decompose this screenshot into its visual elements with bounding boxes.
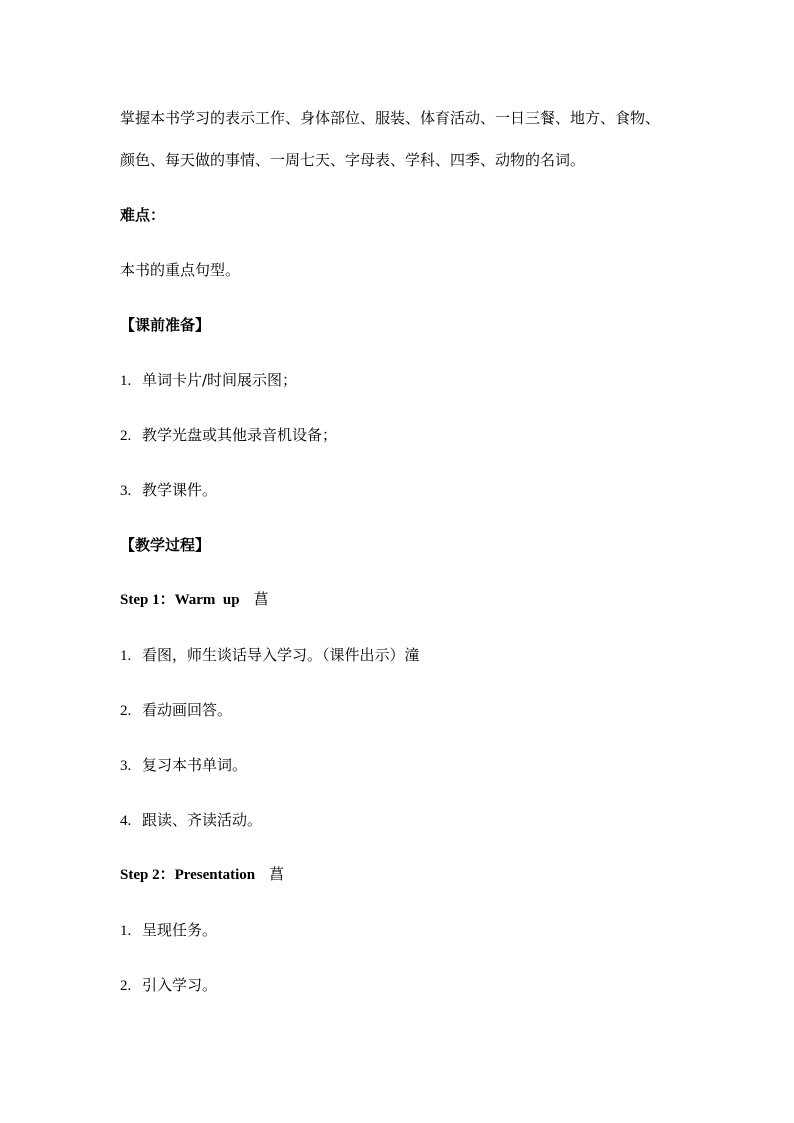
step2-item-text: 呈现任务。 <box>142 921 218 939</box>
difficulty-text: 本书的重点句型。 <box>120 261 241 279</box>
difficulty-heading: 难点： <box>120 206 166 224</box>
step1-item-number: 1. <box>120 648 132 664</box>
step1-item <box>120 810 262 831</box>
step1-item <box>120 755 247 776</box>
prep-item-number: 1. <box>120 373 132 389</box>
prep-item <box>120 480 217 501</box>
process-heading: 【教学过程】 <box>120 536 211 554</box>
step1-glyph: 菖 <box>253 592 269 608</box>
intro-line-2: 颜色、每天做的事情、一周七天、字母表、学科、四季、动物的名词。 <box>120 151 586 169</box>
prep-item-number: 3. <box>120 483 132 499</box>
step1-item <box>120 700 232 721</box>
prep-item-text: 单词卡片/时间展示图； <box>142 371 298 389</box>
intro-line-1: 掌握本书学习的表示工作、身体部位、服装、体育活动、一日三餐、地方、食物、 <box>120 109 661 127</box>
step2-glyph: 菖 <box>269 867 285 883</box>
step1-item-number: 3. <box>120 758 132 774</box>
step1-heading <box>120 590 269 610</box>
step2-heading <box>120 865 284 885</box>
step1-label: Step 1：Warm up <box>120 592 240 608</box>
prep-item-text: 教学课件。 <box>142 481 218 499</box>
prep-item <box>120 425 337 446</box>
step1-item-text: 看图，师生谈话导入学习。（课件出示） <box>142 646 405 664</box>
step1-item-glyph: 潼 <box>404 646 420 664</box>
step1-item <box>120 645 420 666</box>
prep-item-text: 教学光盘或其他录音机设备； <box>142 426 338 444</box>
step2-item-number: 1. <box>120 923 132 939</box>
prep-heading: 【课前准备】 <box>120 316 211 334</box>
step1-item-number: 2. <box>120 703 132 719</box>
step1-item-number: 4. <box>120 813 132 829</box>
step2-item-text: 引入学习。 <box>142 976 218 994</box>
step2-item <box>120 920 217 941</box>
step2-item-number: 2. <box>120 978 132 994</box>
prep-item-number: 2. <box>120 428 132 444</box>
prep-item <box>120 370 297 391</box>
step1-item-text: 看动画回答。 <box>142 701 233 719</box>
step2-item <box>120 975 217 996</box>
step1-item-text: 跟读、齐读活动。 <box>142 811 263 829</box>
step1-item-text: 复习本书单词。 <box>142 756 248 774</box>
step2-label: Step 2：Presentation <box>120 867 256 883</box>
